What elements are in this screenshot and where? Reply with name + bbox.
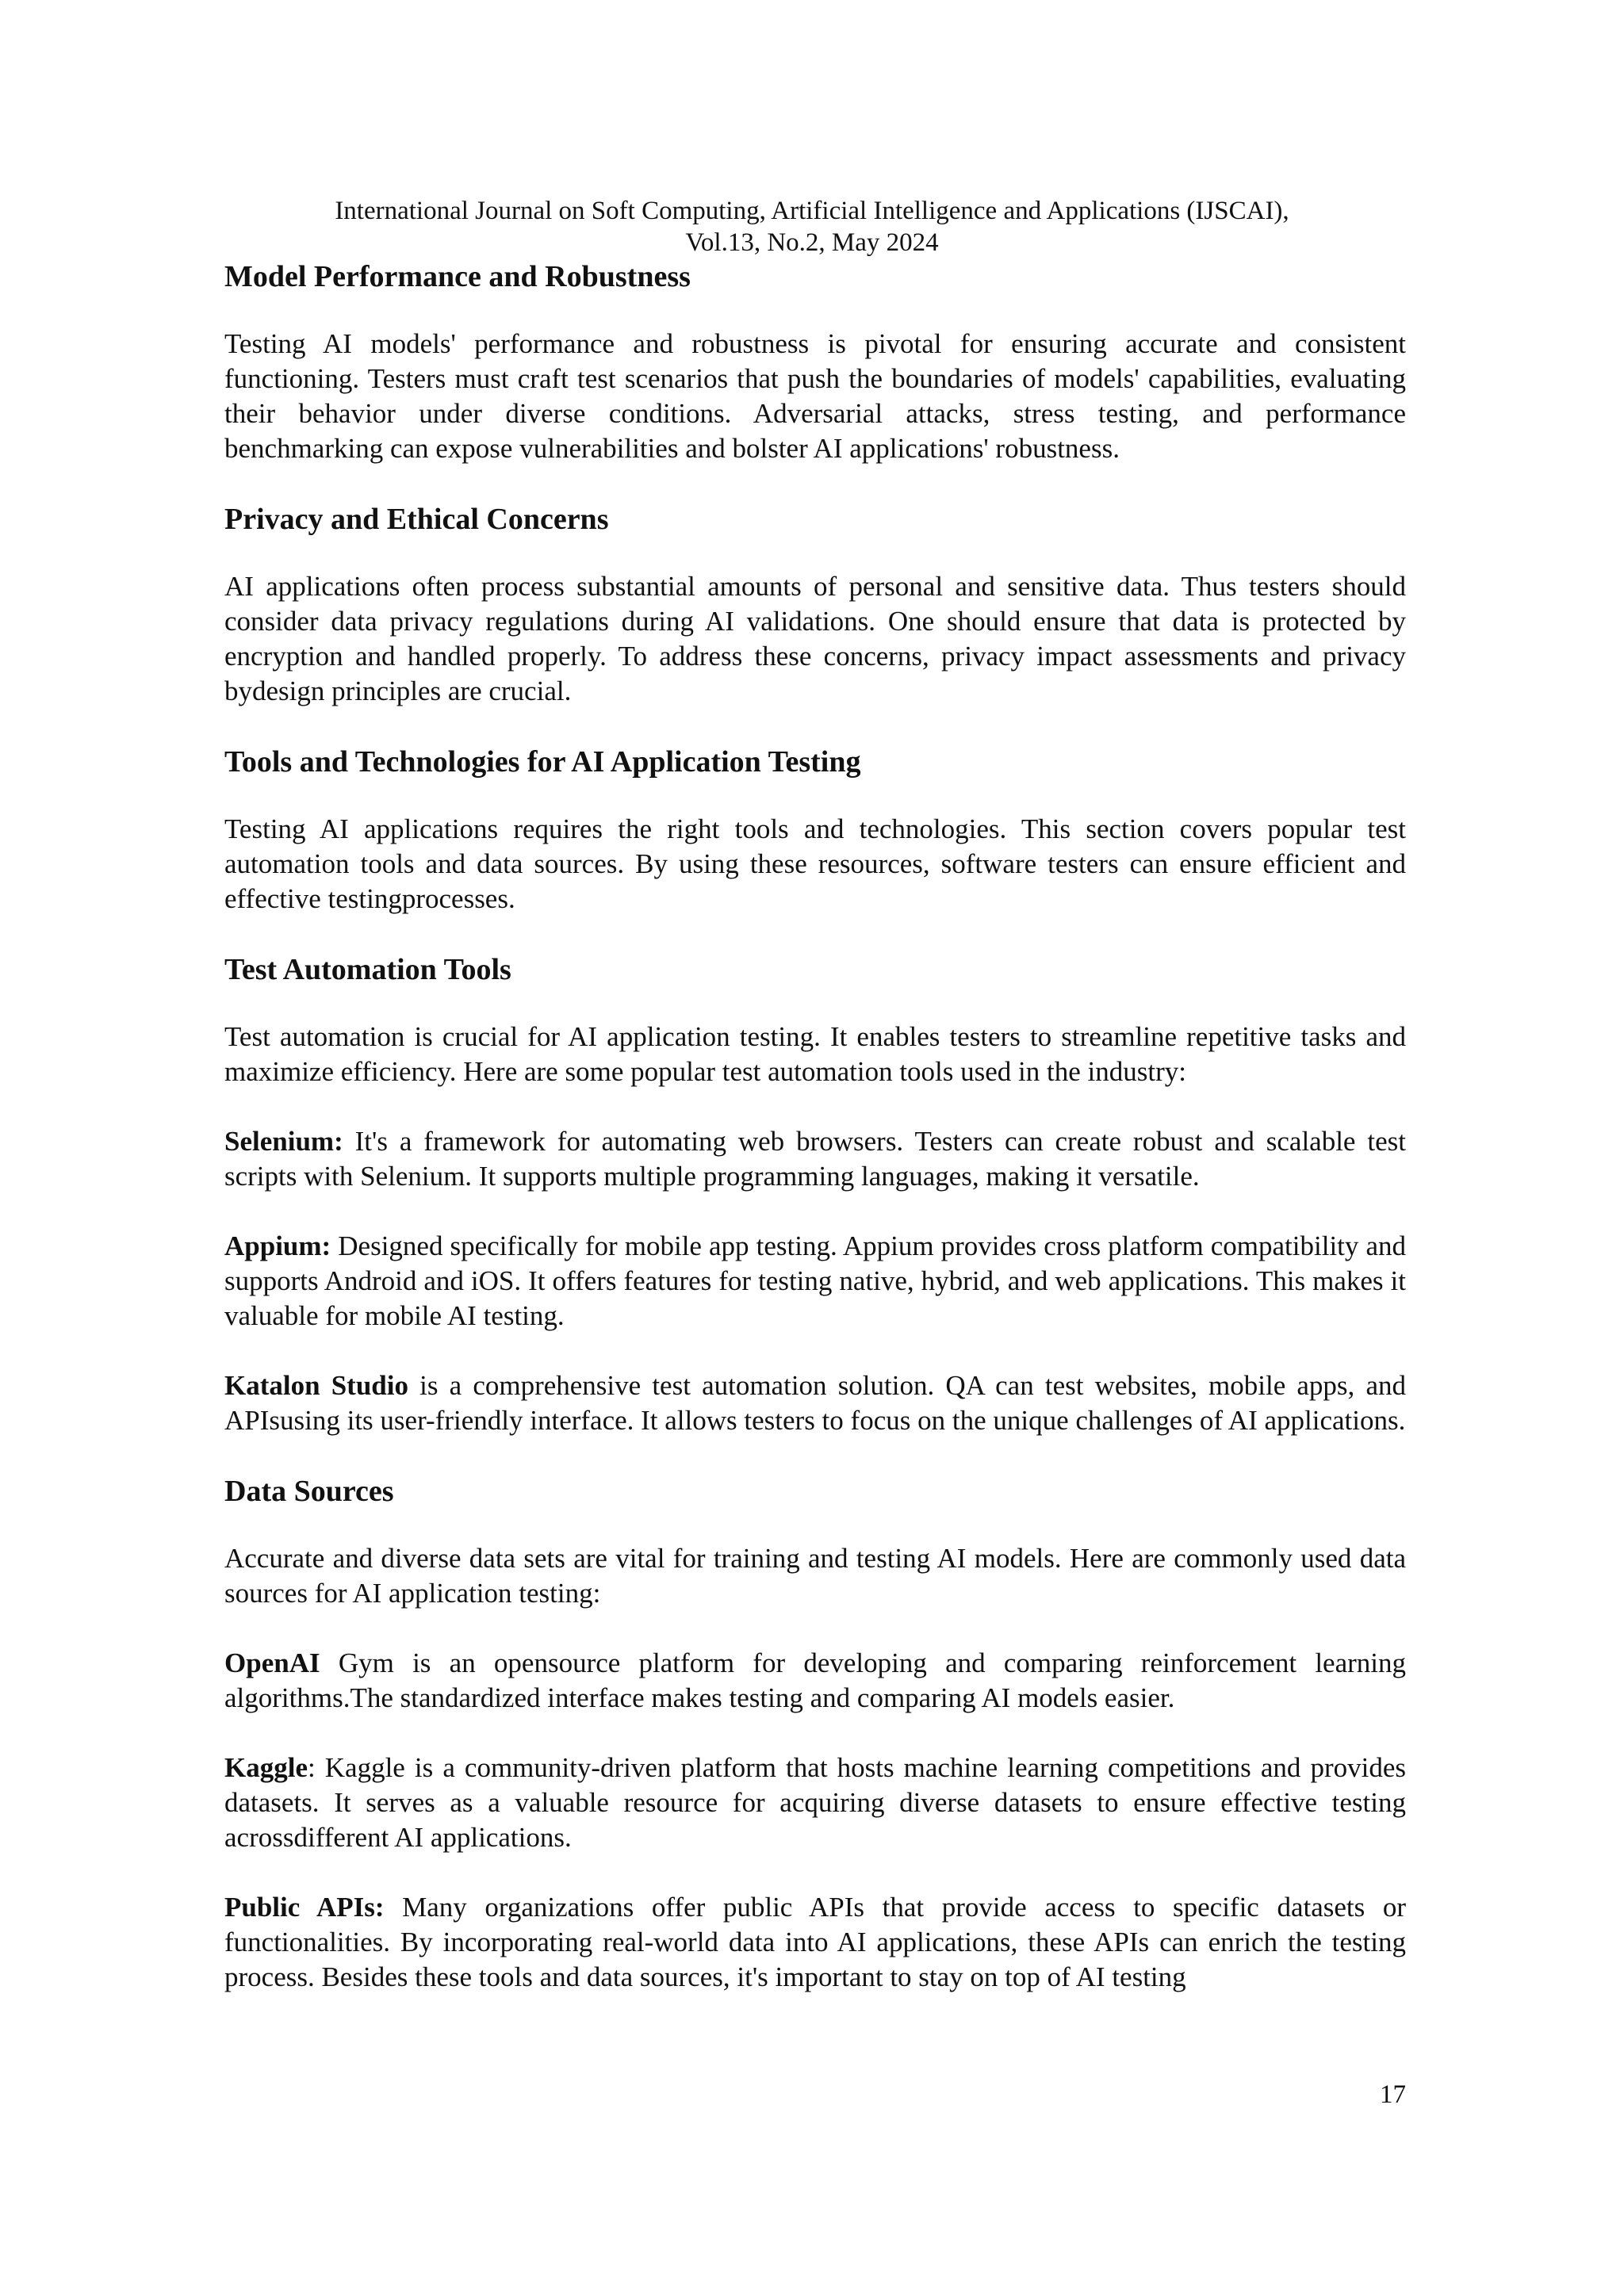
section-data-sources <box>224 1473 1406 1995</box>
paragraph-kaggle <box>224 1751 1406 1855</box>
running-header <box>0 195 1624 258</box>
paragraph-text: AI applications often process substantial amounts of personal and sensitive data. Thus testers should consider data privacy regulations during AI validations. One should ensure that data is protected by encryption and handled properly. To address these concerns, privacy impact assessments and privacy bydesign principles are crucial. <box>224 571 1406 706</box>
paragraph-lead: Kaggle <box>224 1752 308 1783</box>
paragraph-openai <box>224 1646 1406 1716</box>
body-column <box>224 258 1406 2030</box>
paragraph <box>224 812 1406 916</box>
paragraph-lead: OpenAI <box>224 1647 320 1678</box>
paragraph <box>224 1020 1406 1089</box>
paragraph <box>224 569 1406 709</box>
paragraph-text: Many organizations offer public APIs that provide access to specific datasets or functionalities. By incorporating real-world data into AI applications, these APIs can enrich the testing process. Besides these tools and data sources, it's important to stay on top of AI testing <box>224 1892 1406 1992</box>
section-tools-technologies <box>224 744 1406 916</box>
paragraph-text: Gym is an opensource platform for developing and comparing reinforcement learning algorithms.The standardized interface makes testing and comparing AI models easier. <box>224 1647 1406 1713</box>
section-heading: Model Performance and Robustness <box>224 260 691 293</box>
section-heading: Tools and Technologies for AI Application Testing <box>224 745 861 779</box>
section-heading: Data Sources <box>224 1475 394 1508</box>
paragraph <box>224 327 1406 466</box>
paragraph-text: is a comprehensive test automation solution. QA can test websites, mobile apps, and APIsusing its user-friendly interface. It allows testers to focus on the unique challenges of AI applications. <box>224 1370 1406 1436</box>
paragraph-lead: Public APIs: <box>224 1892 385 1923</box>
paragraph-text: Testing AI models' performance and robustness is pivotal for ensuring accurate and consistent functioning. Testers must craft test scenarios that push the boundaries of models' capabilities, evaluating their behavior under diverse conditions. Adversarial attacks, stress testing, and performance benchmarking can expose vulnerabilities and bolster AI applications' robustness. <box>224 328 1406 464</box>
paragraph-katalon <box>224 1368 1406 1438</box>
paragraph-lead: Appium: <box>224 1230 331 1261</box>
journal-title: International Journal on Soft Computing, Artificial Intelligence and Applications (IJSCAI), <box>335 197 1289 225</box>
journal-volume: Vol.13, No.2, May 2024 <box>685 228 939 257</box>
paragraph-text: Designed specifically for mobile app testing. Appium provides cross platform compatibility and supports Android and iOS. It offers features for testing native, hybrid, and web applications. This makes it valuable for mobile AI testing. <box>224 1230 1406 1331</box>
paragraph-public-apis <box>224 1890 1406 1995</box>
page-number: 17 <box>1380 2080 1406 2109</box>
paragraph-lead: Katalon Studio <box>224 1370 408 1401</box>
paragraph-selenium <box>224 1124 1406 1194</box>
paragraph <box>224 1541 1406 1611</box>
paragraph-text: Test automation is crucial for AI application testing. It enables testers to streamline repetitive tasks and maximize efficiency. Here are some popular test automation tools used in the industry: <box>224 1021 1406 1087</box>
paragraph-text: Testing AI applications requires the right tools and technologies. This section covers popular test automation tools and data sources. By using these resources, software testers can ensure efficient and effective testingprocesses. <box>224 813 1406 914</box>
section-privacy-ethics <box>224 501 1406 709</box>
paragraph-text: Accurate and diverse data sets are vital for training and testing AI models. Here are commonly used data sources for AI application testing: <box>224 1543 1406 1609</box>
section-heading: Test Automation Tools <box>224 953 511 986</box>
paragraph-text: : Kaggle is a community-driven platform that hosts machine learning competitions and provides datasets. It serves as a valuable resource for acquiring diverse datasets to ensure effective testing acrossdifferent AI applications. <box>224 1752 1406 1853</box>
section-heading: Privacy and Ethical Concerns <box>224 503 609 536</box>
section-model-performance <box>224 258 1406 466</box>
paragraph-appium <box>224 1229 1406 1334</box>
section-test-automation-tools <box>224 951 1406 1438</box>
paragraph-lead: Selenium: <box>224 1126 343 1157</box>
paragraph-text: It's a framework for automating web browsers. Testers can create robust and scalable test scripts with Selenium. It supports multiple programming languages, making it versatile. <box>224 1126 1406 1192</box>
